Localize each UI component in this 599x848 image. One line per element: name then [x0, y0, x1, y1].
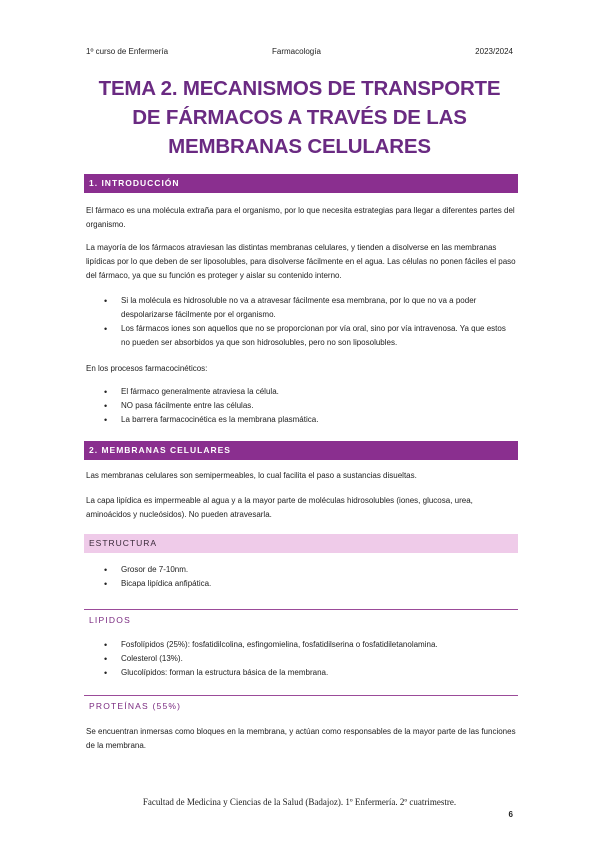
- section-heading-membranas: 2. MEMBRANAS CELULARES: [84, 441, 518, 460]
- list-item: • Colesterol (13%).: [0, 652, 516, 666]
- subheading-proteinas: PROTEÍNAS (55%): [84, 695, 518, 716]
- intro-paragraph-3: En los procesos farmacocinéticos:: [86, 364, 208, 373]
- header-year: 2023/2024: [475, 47, 513, 56]
- section-heading-introduccion: 1. INTRODUCCIÓN: [84, 174, 518, 193]
- list-item: • Los fármacos iones son aquellos que no se proporcionan por vía oral, sino por vía intravenosa. Ya que estos no pueden ser absorbidos ya que son hidrosolubles, pero no son liposolubles.: [0, 322, 516, 350]
- list-item: • Grosor de 7-10nm.: [0, 563, 516, 577]
- estructura-bullet-list: [0, 563, 599, 591]
- pharmacokinetic-bullet-list: [0, 385, 599, 427]
- subheading-lipidos: LIPIDOS: [84, 609, 518, 630]
- intro-paragraph-2: La mayoría de los fármacos atraviesan las distintas membranas celulares, y tienden a disolverse en las membranas lipídicas por lo que deben de ser liposolubles, para disolverse fácilmente en el agua. Las células no ponen fáciles el paso del fármaco, ya que su función es proteger y aislar su contenido interno.: [86, 243, 516, 280]
- list-item: • NO pasa fácilmente entre las células.: [0, 399, 516, 413]
- subheading-estructura: ESTRUCTURA: [84, 534, 518, 553]
- intro-paragraph-1: El fármaco es una molécula extraña para el organismo, por lo que necesita estrategias para llegar a diferentes partes del organismo.: [86, 206, 515, 229]
- lipidos-bullet-list: [0, 638, 599, 680]
- list-item: • Glucolípidos: forman la estructura básica de la membrana.: [0, 666, 516, 680]
- intro-bullet-list: [0, 294, 599, 350]
- membranas-paragraph-2: La capa lipídica es impermeable al agua y a la mayor parte de moléculas hidrosolubles (iones, glucosa, urea, aminoácidos y nucleósidos). No pueden atravesarla.: [86, 496, 473, 519]
- list-item: • La barrera farmacocinética es la membrana plasmática.: [0, 413, 516, 427]
- header-subject: Farmacología: [272, 47, 321, 56]
- title-line-2: DE FÁRMACOS A TRAVÉS DE LAS: [132, 106, 467, 129]
- page-title: [0, 74, 599, 161]
- list-item: • El fármaco generalmente atraviesa la célula.: [0, 385, 516, 399]
- page-footer: Facultad de Medicina y Ciencias de la Salud (Badajoz). 1º Enfermería. 2º cuatrimestre.: [142, 797, 457, 807]
- title-line-3: MEMBRANAS CELULARES: [168, 135, 431, 158]
- list-item: • Fosfolípidos (25%): fosfatidilcolina, esfingomielina, fosfatidilserina o fosfatidiletanolamina.: [0, 638, 516, 652]
- list-item: • Si la molécula es hidrosoluble no va a atravesar fácilmente esa membrana, por lo que no va a poder despolarizarse fácilmente por el organismo.: [0, 294, 516, 322]
- page-number: 6: [508, 810, 513, 819]
- header-course: 1º curso de Enfermería: [86, 47, 169, 56]
- proteinas-paragraph: Se encuentran inmersas como bloques en la membrana, y actúan como responsables de la mayor parte de las funciones de la membrana.: [86, 727, 516, 750]
- list-item: • Bicapa lipídica anfipática.: [0, 577, 516, 591]
- title-line-1: TEMA 2. MECANISMOS DE TRANSPORTE: [98, 77, 501, 100]
- membranas-paragraph-1: Las membranas celulares son semipermeables, lo cual facilita el paso a sustancias disueltas.: [86, 471, 417, 480]
